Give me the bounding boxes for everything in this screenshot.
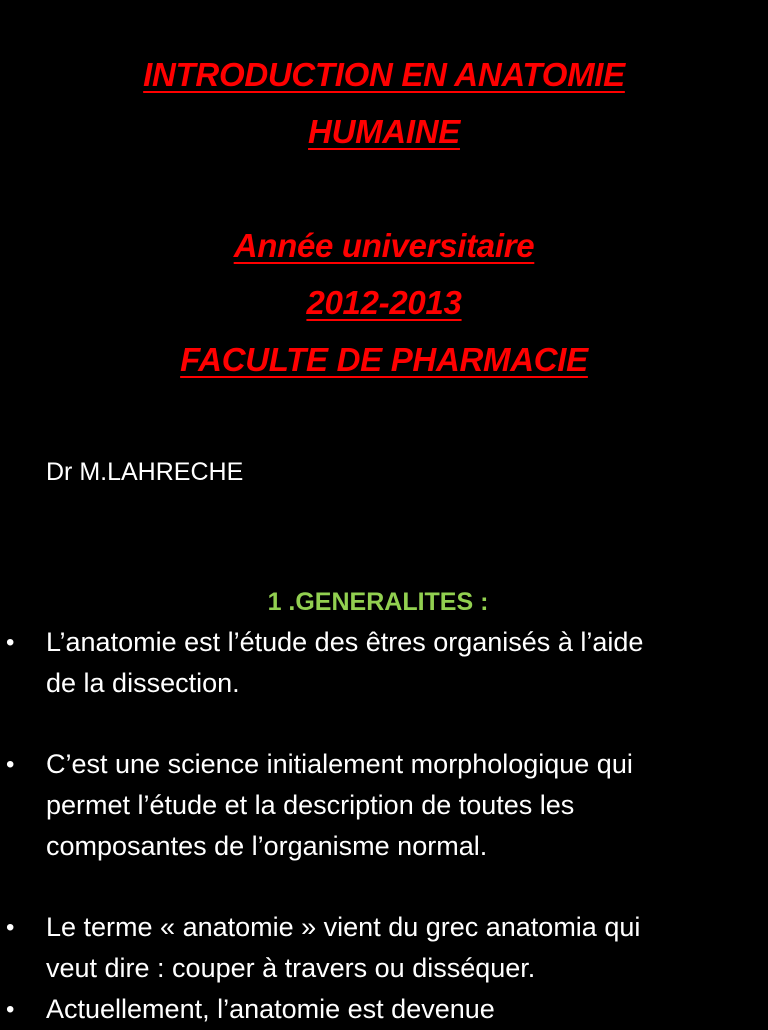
bullet-text-line: Le terme « anatomie » vient du grec anatomia qui (46, 912, 641, 942)
bullet-symbol: • (6, 751, 15, 778)
bullet-text-line: Actuellement, l’anatomie est devenue (46, 994, 495, 1024)
subtitle-academic-year-label: Année universitaire (233, 227, 535, 264)
section-heading: 1 .GENERALITES : (267, 588, 489, 616)
bullet-symbol: • (6, 914, 15, 941)
bullet-symbol: • (6, 996, 15, 1023)
bullet-text-line: C’est une science initialement morphologique qui (46, 749, 633, 779)
bullet-list (0, 622, 768, 1030)
subtitle-academic-year: 2012-2013 (306, 284, 462, 321)
bullet-item (0, 907, 768, 989)
bullet-item (0, 744, 768, 867)
subtitle-faculty: FACULTE DE PHARMACIE (180, 341, 588, 378)
bullet-text-line: de la dissection. (46, 668, 240, 698)
title-line-2: HUMAINE (308, 113, 460, 150)
bullet-symbol: • (6, 629, 15, 656)
title-spacer (0, 160, 768, 217)
bullet-text-line: composantes de l’organisme normal. (46, 831, 488, 861)
slide-title-block (0, 46, 768, 388)
bullet-text-line: L’anatomie est l’étude des êtres organisés à l’aide (46, 627, 644, 657)
bullet-item (0, 622, 768, 704)
bullet-text-line: veut dire : couper à travers ou disséquer. (46, 953, 536, 983)
title-line-1: INTRODUCTION EN ANATOMIE (143, 56, 625, 93)
author-name: Dr M.LAHRECHE (46, 458, 244, 486)
bullet-text-line: permet l’étude et la description de toutes les (46, 790, 575, 820)
